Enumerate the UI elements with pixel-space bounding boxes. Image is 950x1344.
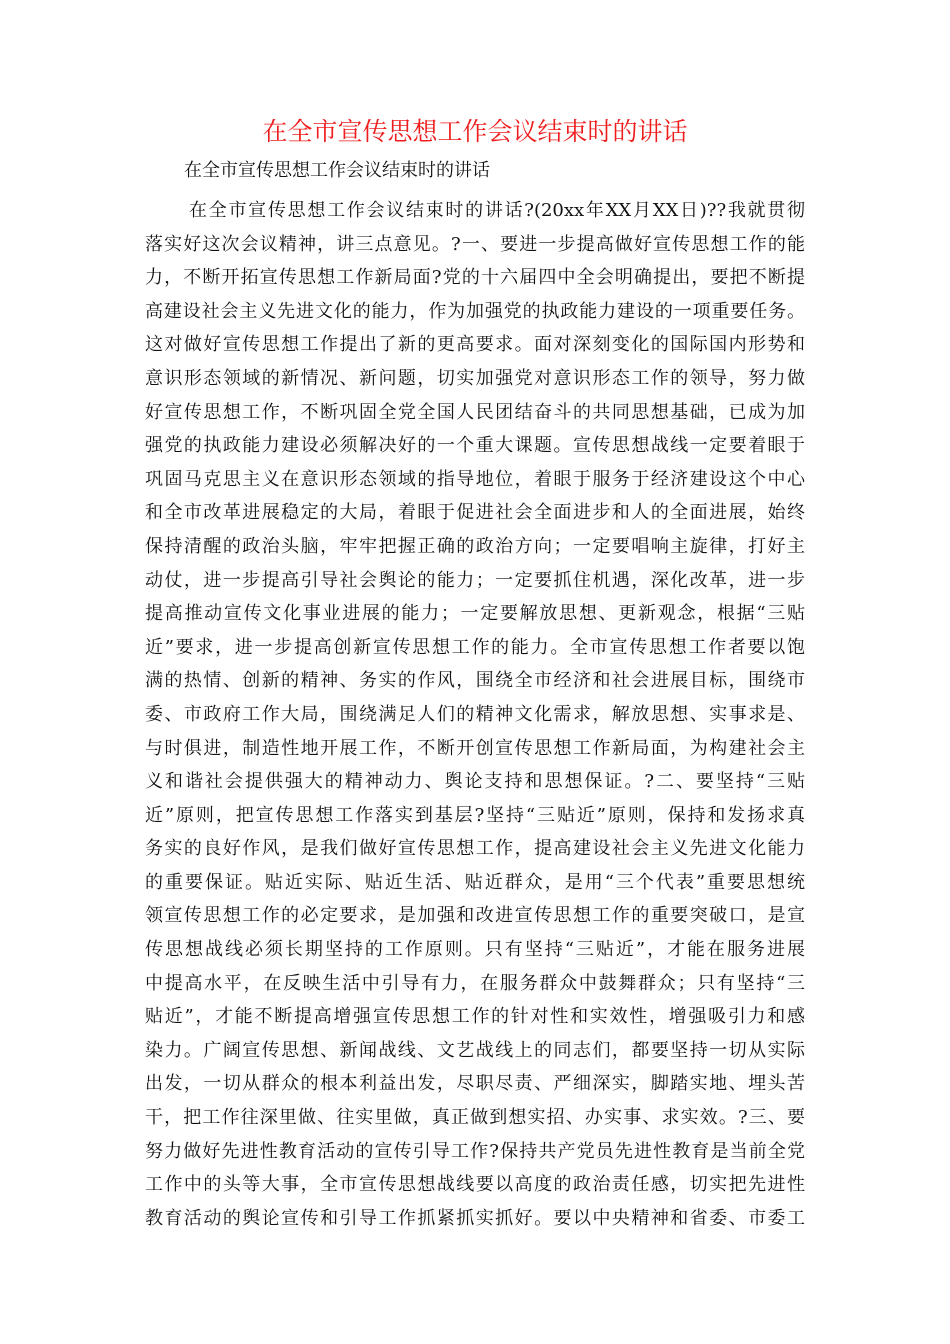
body-line: 和全市改革进展稳定的大局，着眼于促进社会全面进步和人的全面进展，始终 <box>145 502 805 524</box>
body-line: 提高推动宣传文化事业进展的能力；一定要解放思想、更新观念，根据“三贴 <box>145 603 805 625</box>
body-line: 的重要保证。贴近实际、贴近生活、贴近群众，是用“三个代表”重要思想统 <box>145 871 805 893</box>
body-line: 强党的执政能力建设必须解决好的一个重大课题。宣传思想战线一定要着眼于 <box>145 435 805 457</box>
body-line: 巩固马克思主义在意识形态领域的指导地位，着眼于服务于经济建设这个中心 <box>145 468 805 490</box>
body-line: 染力。广阔宣传思想、新闻战线、文艺战线上的同志们，都要坚持一切从实际 <box>145 1039 805 1061</box>
body-line: 务实的良好作风，是我们做好宣传思想工作，提高建设社会主义先进文化能力 <box>145 838 805 860</box>
body-line: 义和谐社会提供强大的精神动力、舆论支持和思想保证。?二、要坚持“三贴 <box>145 771 805 793</box>
body-line: 意识形态领域的新情况、新问题，切实加强党对意识形态工作的领导，努力做 <box>145 367 805 389</box>
body-line: 委、市政府工作大局，围绕满足人们的精神文化需求，解放思想、实事求是、 <box>145 703 805 725</box>
body-line: 力，不断开拓宣传思想工作新局面?党的十六届四中全会明确提出，要把不断提 <box>145 267 805 289</box>
body-line: 动仗，进一步提高引导社会舆论的能力；一定要抓住机遇，深化改革，进一步 <box>145 569 805 591</box>
body-line: 在全市宣传思想工作会议结束时的讲话?(20xx年XX月XX日)??我就贯彻 <box>189 200 805 221</box>
body-line: 努力做好先进性教育活动的宣传引导工作?保持共产党员先进性教育是当前全党 <box>145 1140 805 1162</box>
body-line: 近”要求，进一步提高创新宣传思想工作的能力。全市宣传思想工作者要以饱 <box>145 636 805 658</box>
body-line: 中提高水平，在反映生活中引导有力，在服务群众中鼓舞群众；只有坚持“三 <box>145 972 805 994</box>
body-line: 与时俱进，制造性地开展工作，不断开创宣传思想工作新局面，为构建社会主 <box>145 737 805 759</box>
body-line: 领宣传思想工作的必定要求，是加强和改进宣传思想工作的重要突破口，是宣 <box>145 905 805 927</box>
body-line: 近”原则，把宣传思想工作落实到基层?坚持“三贴近”原则，保持和发扬求真 <box>145 804 805 826</box>
body-line: 落实好这次会议精神，讲三点意见。?一、要进一步提高做好宣传思想工作的能 <box>145 233 805 255</box>
document-body <box>145 194 805 1235</box>
body-line: 这对做好宣传思想工作提出了新的更高要求。面对深刻变化的国际国内形势和 <box>145 334 805 356</box>
body-line: 好宣传思想工作，不断巩固全党全国人民团结奋斗的共同思想基础，已成为加 <box>145 401 805 423</box>
body-line: 教育活动的舆论宣传和引导工作抓紧抓实抓好。要以中央精神和省委、市委工 <box>145 1207 805 1229</box>
body-line: 传思想战线必须长期坚持的工作原则。只有坚持“三贴近”，才能在服务进展 <box>145 939 805 961</box>
body-line: 出发，一切从群众的根本利益出发，尽职尽责、严细深实，脚踏实地、埋头苦 <box>145 1073 805 1095</box>
body-line: 高建设社会主义先进文化的能力，作为加强党的执政能力建设的一项重要任务。 <box>145 300 805 322</box>
body-line: 满的热情、创新的精神、务实的作风，围绕全市经济和社会进展目标，围绕市 <box>145 670 805 692</box>
document-title: 在全市宣传思想工作会议结束时的讲话 <box>262 117 688 146</box>
body-line: 贴近”，才能不断提高增强宣传思想工作的针对性和实效性，增强吸引力和感 <box>145 1006 805 1028</box>
body-line: 干，把工作往深里做、往实里做，真正做到想实招、办实事、求实效。?三、要 <box>145 1107 805 1129</box>
body-line: 保持清醒的政治头脑，牢牢把握正确的政治方向；一定要唱响主旋律，打好主 <box>145 535 805 557</box>
body-line: 工作中的头等大事，全市宣传思想战线要以高度的政治责任感，切实把先进性 <box>145 1174 805 1196</box>
document-subtitle: 在全市宣传思想工作会议结束时的讲话 <box>184 160 490 181</box>
